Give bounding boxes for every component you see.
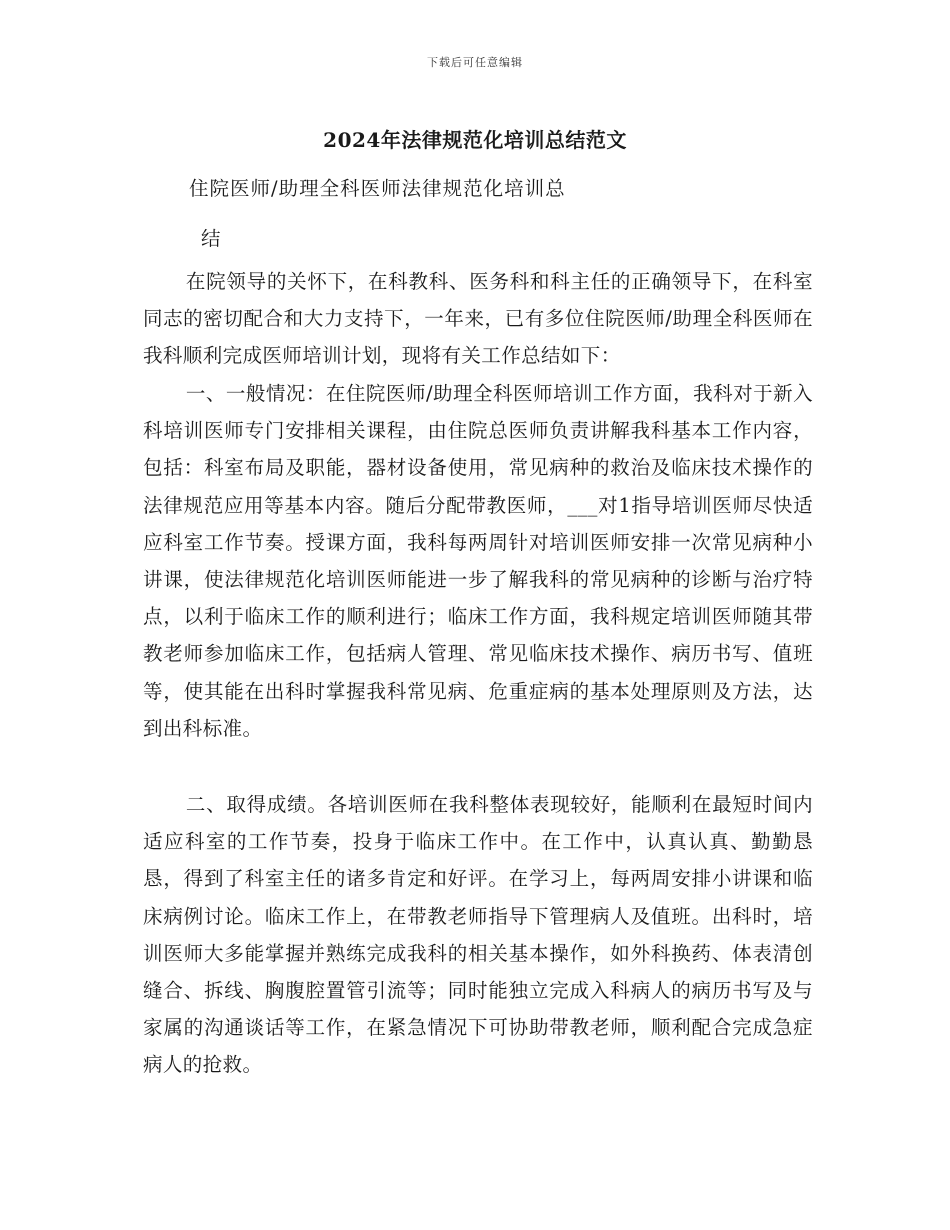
paragraph-intro: 在院领导的关怀下，在科教科、医务科和科主任的正确领导下，在科室同志的密切配合和大力支持下，一年来，已有多位住院医师/助理全科医师在我科顺利完成医师培训计划，现将有关工作总结如下：	[143, 270, 813, 368]
paragraph-achievements: 二、取得成绩。各培训医师在我科整体表现较好，能顺利在最短时间内适应科室的工作节奏，投身于临床工作中。在工作中，认真认真、勤勤恳恳，得到了科室主任的诸多肯定和好评。在学习上，每两周安排小讲课和临床病例讨论。临床工作上，在带教老师指导下管理病人及值班。出科时，培训医师大多能掌握并熟练完成我科的相关基本操作，如外科换药、体表清创缝合、拆线、胸腹腔置管引流等；同时能独立完成入科病人的病历书写及与家属的沟通谈话等工作，在紧急情况下可协助带教老师，顺利配合完成急症病人的抢救。	[143, 793, 813, 1077]
paragraph-block-2	[143, 375, 813, 747]
paragraph-block-3	[143, 786, 813, 1084]
paragraph-block-1	[143, 263, 813, 375]
subtitle-line-1: 住院医师/助理全科医师法律规范化培训总	[189, 177, 566, 200]
paragraph-general-situation: 一、一般情况：在住院医师/助理全科医师培训工作方面，我科对于新入科培训医师专门安排相关课程，由住院总医师负责讲解我科基本工作内容，包括：科室布局及职能，器材设备使用，常见病种的救治及临床技术操作的法律规范应用等基本内容。随后分配带教医师，___对1指导培训医师尽快适应科室工作节奏。授课方面，我科每两周针对培训医师安排一次常见病种小讲课，使法律规范化培训医师能进一步了解我科的常见病种的诊断与治疗特点，以利于临床工作的顺利进行；临床工作方面，我科规定培训医师随其带教老师参加临床工作，包括病人管理、常见临床技术操作、病历书写、值班等，使其能在出科时掌握我科常见病、危重症病的基本处理原则及方法，达到出科标准。	[143, 382, 813, 740]
document-title: 2024年法律规范化培训总结范文	[323, 128, 627, 152]
header-note: 下载后可任意编辑	[427, 56, 523, 69]
subtitle-line-2: 结	[201, 227, 222, 250]
